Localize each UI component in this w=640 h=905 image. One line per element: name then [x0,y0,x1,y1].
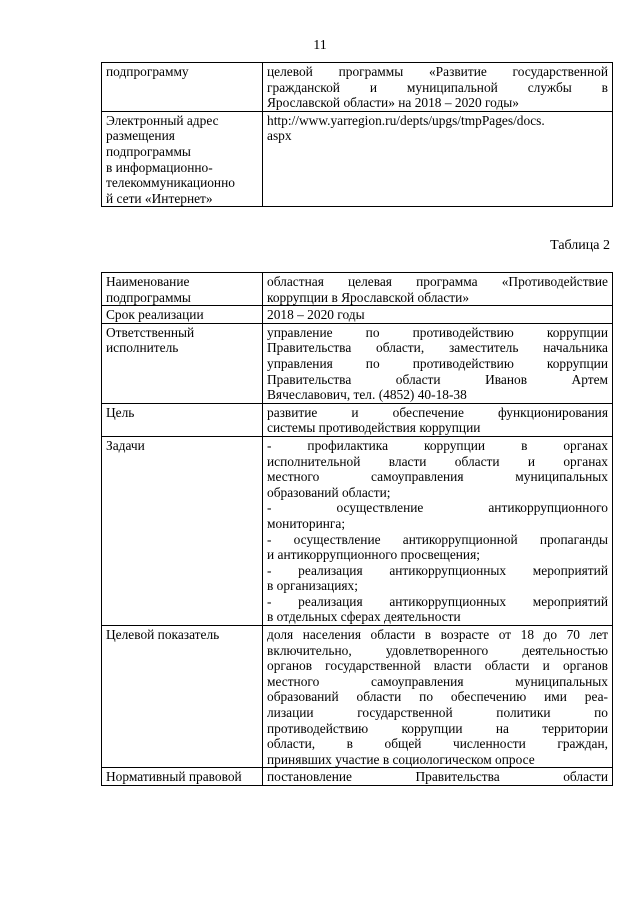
value-line: - реализация антикоррупционных мероприятий [267,562,608,578]
page-number: 11 [313,38,327,53]
label-text: подпрограмму [106,64,189,79]
row-value [263,323,613,403]
table-row [102,626,613,768]
label-line: подпрограммы [106,143,191,159]
table-caption: Таблица 2 [550,238,610,253]
value-line: Ярославской области» на 2018 – 2020 годы» [267,95,519,111]
table-row [102,111,613,207]
value-line: коррупции в Ярославской области» [267,289,470,305]
value-line: в отдельных сферах деятельности [267,609,461,625]
url-line: aspx [267,128,292,144]
value-line: гражданской и муниципальной службы в [267,79,608,95]
value-line: областная целевая программа «Противодействие [267,274,608,289]
table-row [102,768,613,786]
row-label: Цель [102,403,263,436]
row-value [263,63,613,112]
value-line: - осуществление антикоррупционного [267,500,608,516]
value-line: - осуществление антикоррупционной пропаганды [267,531,608,547]
row-value [263,403,613,436]
value-line: и антикоррупционного просвещения; [267,547,480,563]
value-line: - профилактика коррупции в органах [267,437,608,453]
label-line: подпрограммы [106,289,191,305]
value-line: области, в общей численности граждан, [267,736,608,752]
label-line: исполнитель [106,340,179,356]
value-line: Вячеславович, тел. (4852) 40-18-38 [267,387,467,403]
row-label [102,273,263,306]
url-line: http://www.yarregion.ru/depts/upgs/tmpPages/docs. [267,112,545,128]
row-value [263,273,613,306]
row-label [102,111,263,207]
value-line: мониторинга; [267,515,346,531]
label-line: Электронный адрес [106,112,219,128]
value-line: целевой программы «Развитие государственной [267,64,608,79]
value-line: органов государственной власти области и органов [267,658,608,674]
row-label: Целевой показатель [102,626,263,768]
row-value [263,111,613,207]
row-value: 2018 – 2020 годы [263,306,613,324]
value-line: системы противодействия коррупции [267,420,481,436]
row-label: Задачи [102,436,263,625]
value-line: образований области; [267,484,391,500]
value-line: лизации государственной политики по [267,705,608,721]
row-value [263,436,613,625]
program-passport-table [101,272,613,786]
value-line: в организациях; [267,578,358,594]
value-line: образований области по обеспечению ими реа- [267,689,608,705]
row-label [102,323,263,403]
label-line: размещения [106,128,175,144]
value-line: - реализация антикоррупционных мероприятий [267,593,608,609]
value-line: местного самоуправления муниципальных [267,469,608,485]
value-line: включительно, удовлетворенного деятельностью [267,642,608,658]
label-line: в информационно- [106,159,213,175]
value-line: Правительства области, заместитель начальника [267,340,608,356]
value-line: противодействию коррупции на территории [267,720,608,736]
value-line: местного самоуправления муниципальных [267,673,608,689]
row-label [102,63,263,112]
table-row [102,403,613,436]
value-line: доля населения области в возрасте от 18 до 70 лет [267,627,608,643]
label-line: й сети «Интернет» [106,190,213,206]
table-row [102,306,613,324]
row-label: Срок реализации [102,306,263,324]
passport-table-continued [101,62,613,207]
value-line: принявших участие в социологическом опросе [267,751,535,767]
table-row [102,436,613,625]
row-label: Нормативный правовой [102,768,263,786]
label-line: Наименование [106,274,190,289]
table-row [102,323,613,403]
value-line: Правительства области Иванов Артем [267,371,608,387]
value-line: управления по противодействию коррупции [267,355,608,371]
value-line: развитие и обеспечение функционирования [267,404,608,420]
row-value [263,626,613,768]
label-line: телекоммуникационно [106,175,235,191]
table-row [102,273,613,306]
value-line: управление по противодействию коррупции [267,324,608,340]
label-line: Ответственный [106,324,195,340]
row-value: постановление Правительства области [263,768,613,786]
value-line: исполнительной власти области и органах [267,453,608,469]
table-row [102,63,613,112]
